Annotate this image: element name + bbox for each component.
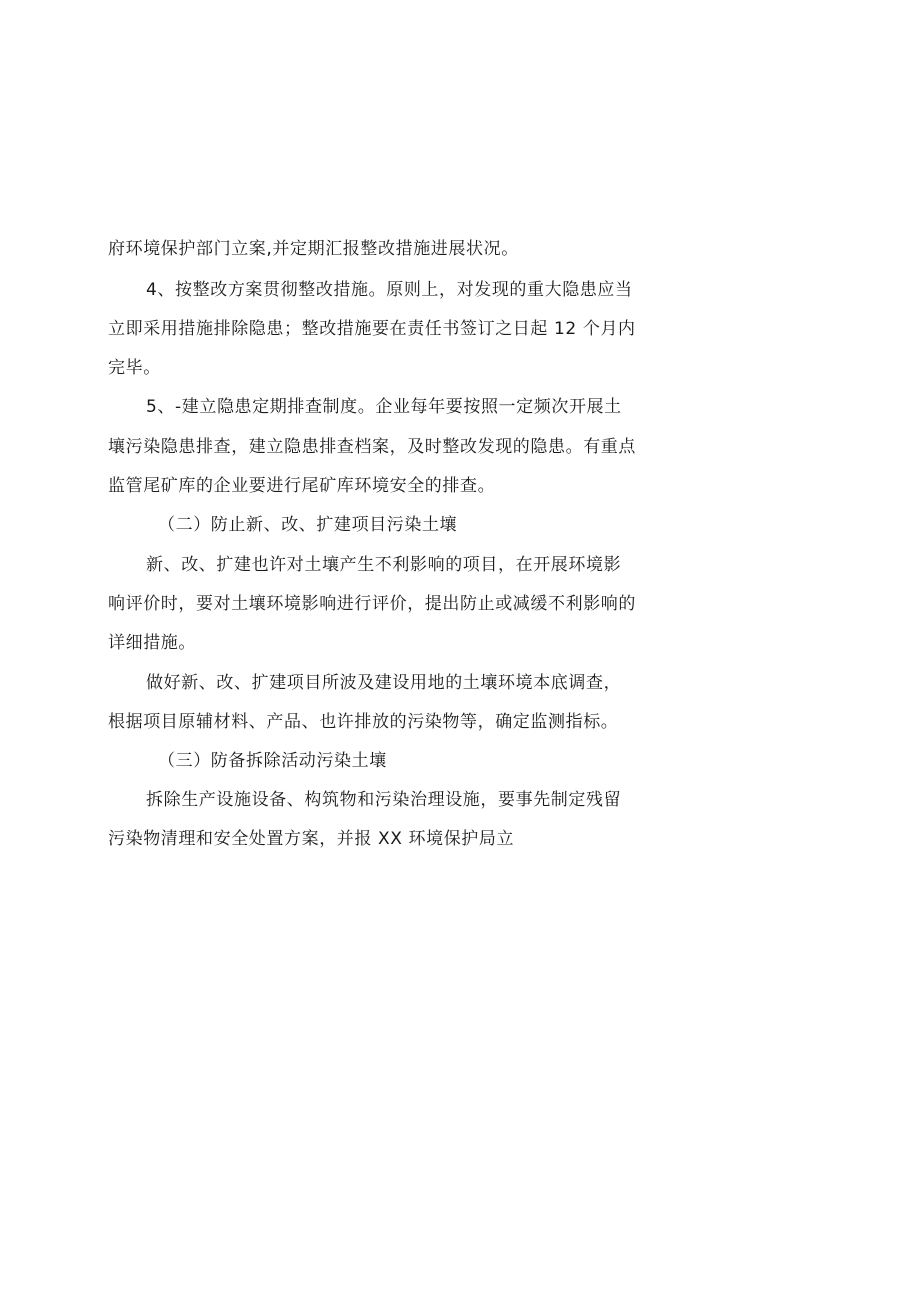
text-line: 4、按整改方案贯彻整改措施。原则上，对发现的重大隐患应当 <box>146 280 633 300</box>
text-line: 5、-建立隐患定期排查制度。企业每年要按照一定频次开展土 <box>146 397 622 417</box>
text-line: 新、改、扩建也许对土壤产生不利影响的项目，在开展环境影 <box>146 555 622 575</box>
text-line: 详细措施。 <box>108 633 196 653</box>
text-line: 污染物清理和安全处置方案，并报 XX 环境保护局立 <box>108 829 515 849</box>
text-line: 监管尾矿库的企业要进行尾矿库环境安全的排查。 <box>108 476 496 496</box>
text-line: 完毕。 <box>108 358 161 378</box>
text-line: 做好新、改、扩建项目所波及建设用地的土壤环境本底调查， <box>146 673 622 693</box>
text-line: 立即采用措施排除隐患；整改措施要在责任书签订之日起 12 个月内 <box>108 319 636 339</box>
section-heading: （三）防备拆除活动污染土壤 <box>158 751 387 771</box>
text-line: 壤污染隐患排查，建立隐患排查档案，及时整改发现的隐患。有重点 <box>108 437 636 457</box>
text-line: 根据项目原辅材料、产品、也许排放的污染物等，确定监测指标。 <box>108 712 619 732</box>
section-heading: （二）防止新、改、扩建项目污染土壤 <box>158 515 458 535</box>
text-line: 府环境保护部门立案,并定期汇报整改措施进展状况。 <box>108 239 519 259</box>
text-line: 响评价时，要对土壤环境影响进行评价，提出防止或减缓不利影响的 <box>108 594 636 614</box>
text-line: 拆除生产设施设备、构筑物和污染治理设施，要事先制定残留 <box>146 790 622 810</box>
